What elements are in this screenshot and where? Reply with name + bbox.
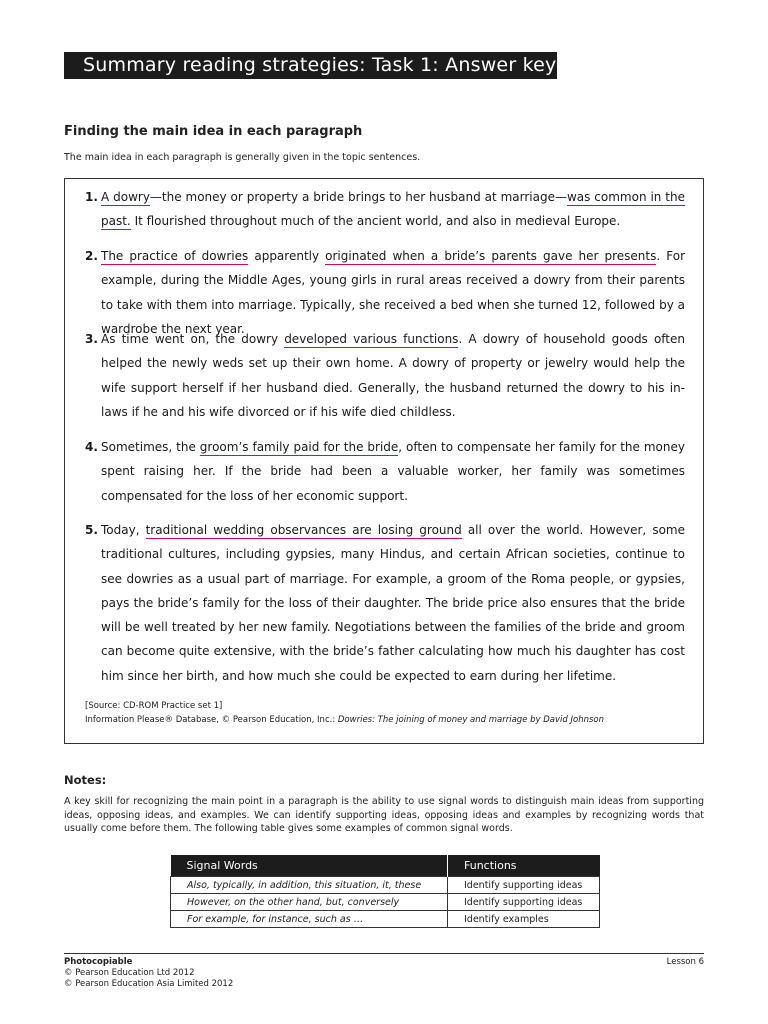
paragraph-text: Sometimes, the	[101, 440, 200, 454]
source-citation	[85, 699, 604, 727]
paragraph-body	[101, 518, 685, 688]
source-line-1: [Source: CD-ROM Practice set 1]	[85, 701, 223, 711]
paragraph-5	[85, 518, 685, 688]
paragraph-body	[101, 435, 685, 508]
topic-highlight: was common in the past.	[101, 190, 685, 229]
paragraph-text: . A dowry of household goods often helped the newly weds set up their own home. A dowry of property or jewelry would help the wife support herself if her husband died. Generally, the husband returned the dowry to his in-laws if he and his wife divorced or if his wife died childless.	[101, 332, 685, 419]
topic-highlight: originated when a bride’s parents gave her presents	[325, 249, 657, 263]
paragraph-text: As time went on, the dowry	[101, 332, 285, 346]
paragraph-number: 1.	[85, 190, 98, 204]
table-cell-function: Identify supporting ideas	[448, 877, 600, 894]
source-article-title: Dowries: The joining of money and marriage by David Johnson	[337, 715, 604, 725]
passage-box	[64, 178, 704, 744]
footer-copyright	[64, 957, 233, 990]
paragraph-text: —the money or property a bride brings to her husband at marriage—	[149, 190, 567, 204]
paragraph-text: . For example, during the Middle Ages, young girls in rural areas received a dowry from their parents to take with them into marriage. Typically, she received a bed when she turned 12, followed by a wardrobe the next year.	[101, 249, 686, 336]
table-cell-signal-words: However, on the other hand, but, conversely	[171, 894, 448, 911]
paragraph-text: , often to compensate her family for the money spent raising her. If the bride had been a valuable worker, her family was sometimes compensated for the loss of her economic support.	[101, 440, 685, 503]
footer-divider	[64, 953, 704, 954]
section-heading: Finding the main idea in each paragraph	[64, 124, 363, 139]
topic-highlight: traditional wedding observances are losing ground	[145, 523, 462, 537]
paragraph-number: 3.	[85, 332, 98, 346]
paragraph-text: It flourished throughout much of the ancient world, and also in medieval Europe.	[130, 214, 621, 229]
signal-words-table	[170, 855, 600, 928]
source-line-2	[85, 713, 604, 727]
paragraph-text: apparently	[248, 249, 326, 263]
topic-highlight: groom’s family paid for the bride	[199, 440, 399, 454]
table-header-functions: Functions	[448, 855, 600, 877]
photocopiable-label: Photocopiable	[64, 957, 133, 967]
table-header-signal-words: Signal Words	[171, 855, 448, 877]
table-cell-function: Identify examples	[448, 911, 600, 928]
table-row	[171, 877, 600, 894]
topic-highlight: developed various functions	[284, 332, 459, 346]
table-row	[171, 911, 600, 928]
table-header-row	[171, 855, 600, 877]
source-prefix: Information Please® Database, © Pearson Education, Inc.:	[85, 715, 338, 725]
copyright-line-2: © Pearson Education Asia Limited 2012	[64, 979, 234, 989]
lesson-label: Lesson 6	[666, 957, 704, 967]
page-title: Summary reading strategies: Task 1: Answer key	[64, 52, 557, 79]
paragraph-text: Today,	[101, 523, 146, 537]
intro-text: The main idea in each paragraph is generally given in the topic sentences.	[64, 152, 421, 163]
copyright-line-1: © Pearson Education Ltd 2012	[64, 968, 195, 978]
table-cell-signal-words: Also, typically, in addition, this situation, it, these	[171, 877, 448, 894]
paragraph-4	[85, 435, 685, 508]
table-row	[171, 894, 600, 911]
topic-highlight: The practice of dowries	[101, 249, 249, 263]
notes-text: A key skill for recognizing the main point in a paragraph is the ability to use signal words to distinguish main ideas from supporting ideas, opposing ideas, and examples. We can identify supporting ideas, opposing ideas and examples by recognizing words that usually come before them. The following table gives some examples of common signal words.	[64, 796, 704, 834]
paragraph-body	[101, 185, 685, 234]
topic-highlight: A dowry	[101, 190, 150, 204]
paragraph-body	[101, 327, 685, 424]
table-cell-signal-words: For example, for instance, such as …	[171, 911, 448, 928]
paragraph-number: 2.	[85, 249, 98, 263]
table-cell-function: Identify supporting ideas	[448, 894, 600, 911]
paragraph-number: 5.	[85, 523, 98, 537]
notes-heading: Notes:	[64, 773, 107, 787]
paragraph-text: all over the world. However, some traditional cultures, including gypsies, many Hindus, and certain African societies, continue to see dowries as a usual part of marriage. For example, a groom of the Roma people, or gypsies, pays the bride’s family for the loss of their daughter. The bride price also ensures that the bride will be well treated by her new family. Negotiations between the families of the bride and groom can become quite extensive, with the bride’s father calculating how much his daughter has cost him since her birth, and how much she could be expected to earn during her lifetime.	[101, 523, 685, 683]
paragraph-3	[85, 327, 685, 424]
paragraph-number: 4.	[85, 440, 98, 454]
paragraph-1	[85, 185, 685, 234]
